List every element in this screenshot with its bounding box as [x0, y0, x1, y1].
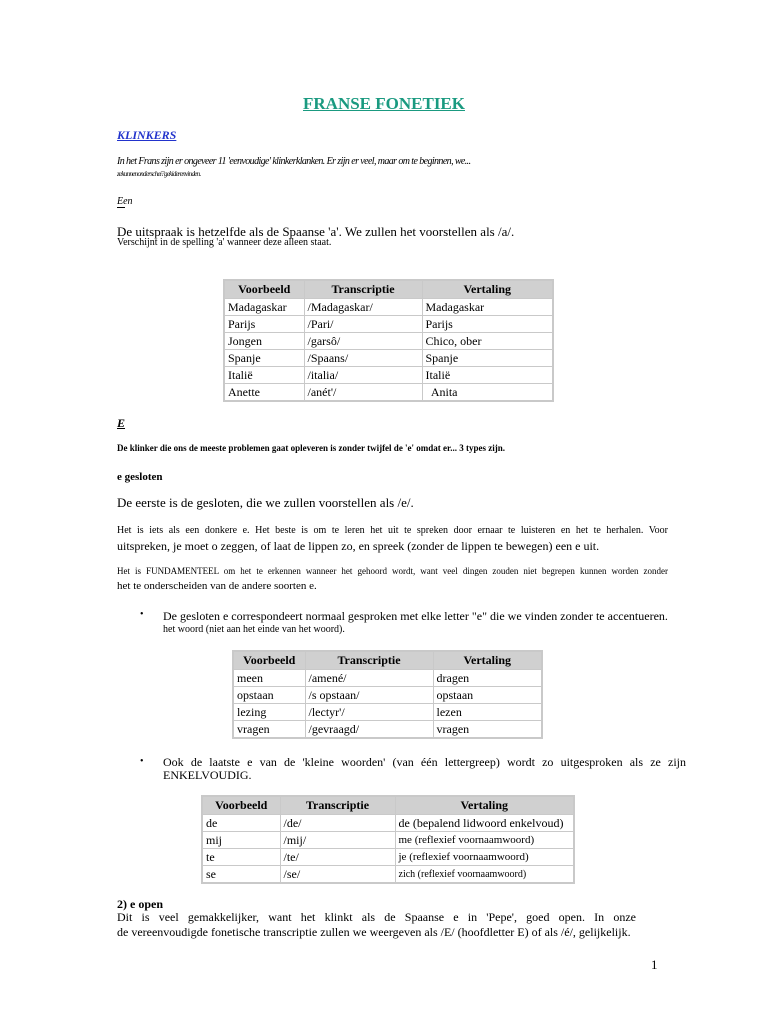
table-row: [224, 333, 553, 350]
table-cell: Spanje: [422, 350, 553, 367]
bullet-1-line-2: het woord (niet aan het einde van het woord).: [163, 624, 345, 635]
table-cell: /Madagaskar/: [304, 299, 422, 316]
table-cell: /amené/: [305, 670, 433, 687]
paragraph-open-line-2: de vereenvoudigde fonetische transcriptie zullen we weergeven als /E/ (hoofdletter E) of als /é/, gelijkelijk.: [117, 925, 631, 939]
table-cell: /gevraagd/: [305, 721, 433, 739]
table-cell: /se/: [280, 866, 395, 884]
table-cell: Spanje: [224, 350, 304, 367]
table-row: [233, 721, 542, 739]
table-cell: opstaan: [433, 687, 542, 704]
table-cell: /mij/: [280, 832, 395, 849]
table-cell: de (bepalend lidwoord enkelvoud): [395, 815, 574, 832]
table-cell: Anette: [224, 384, 304, 402]
table-cell: Madagaskar: [224, 299, 304, 316]
table-header-row: [233, 651, 542, 670]
table-header: Vertaling: [433, 651, 542, 670]
table-cell: vragen: [433, 721, 542, 739]
table-row: [202, 815, 574, 832]
section-heading-klinkers: KLINKERS: [117, 128, 177, 142]
table-cell: /Spaans/: [304, 350, 422, 367]
table-row: [202, 849, 574, 866]
bullet-2-line-1: Ook de laatste e van de 'kleine woorden' (van één lettergreep) wordt zo uitgesproken als ze zijn: [163, 755, 686, 769]
table-cell: de: [202, 815, 280, 832]
table-row: [224, 299, 553, 316]
table-gesloten-examples: [232, 650, 543, 739]
table-cell: te: [202, 849, 280, 866]
table-row: [224, 316, 553, 333]
subheading-e-open: 2) e open: [117, 897, 163, 911]
table-cell: /s opstaan/: [305, 687, 433, 704]
table-header: Vertaling: [422, 280, 553, 299]
paragraph-het-line-1: Het is iets als een donkere e. Het beste is om te leren het uit te spreken door ernaar te luisteren en het te herhalen. Voor: [117, 525, 668, 536]
table-cell: Anita: [422, 384, 553, 402]
table-cell: Madagaskar: [422, 299, 553, 316]
paragraph-a-line-1: De uitspraak is hetzelfde als de Spaanse 'a'. We zullen het voorstellen als /a/.: [117, 224, 515, 239]
table-cell: opstaan: [233, 687, 305, 704]
table-row: [202, 832, 574, 849]
table-cell: /de/: [280, 815, 395, 832]
table-row: [233, 670, 542, 687]
paragraph-eerste: De eerste is de gesloten, die we zullen voorstellen als /e/.: [117, 495, 414, 510]
table-cell: je (reflexief voornaamwoord): [395, 849, 574, 866]
table-row: [202, 866, 574, 884]
table-cell: Italië: [224, 367, 304, 384]
table-cell: mij: [202, 832, 280, 849]
bullet-1-line-1: De gesloten e correspondeert normaal gesproken met elke letter "e" die we vinden zonder te accentueren.: [163, 609, 668, 623]
table-a-examples: [223, 279, 554, 402]
table-cell: Parijs: [422, 316, 553, 333]
table-cell: /lectyr'/: [305, 704, 433, 721]
intro-line-2: zekunnenonderschei?gekiderenvinden.: [117, 170, 201, 178]
page-title: FRANSE FONETIEK: [303, 94, 465, 113]
page-number: 1: [651, 957, 658, 972]
table-cell: /italia/: [304, 367, 422, 384]
table-header: Voorbeeld: [202, 796, 280, 815]
table-cell: Italië: [422, 367, 553, 384]
table-cell: se: [202, 866, 280, 884]
table-header: Voorbeeld: [224, 280, 304, 299]
table-row: [224, 350, 553, 367]
table-cell: /te/: [280, 849, 395, 866]
table-cell: lezen: [433, 704, 542, 721]
table-cell: /Pari/: [304, 316, 422, 333]
table-header: Transcriptie: [305, 651, 433, 670]
table-cell: /anét'/: [304, 384, 422, 402]
table-small-words: [201, 795, 575, 884]
table-cell: vragen: [233, 721, 305, 739]
table-header: Transcriptie: [304, 280, 422, 299]
table-row: [233, 704, 542, 721]
table-cell: Chico, ober: [422, 333, 553, 350]
paragraph-a-line-2: Verschijnt in de spelling 'a' wanneer deze alleen staat.: [117, 237, 332, 248]
table-header: Vertaling: [395, 796, 574, 815]
paragraph-fund-line-2: het te onderscheiden van de andere soorten e.: [117, 580, 317, 592]
intro-line-1: In het Frans zijn er ongeveer 11 'eenvoudige' klinkerklanken. Er zijn er veel, maar om te beginnen, we...: [117, 156, 471, 167]
paragraph-fund-line-1: Het is FUNDAMENTEEL om het te erkennen wanneer het gehoord wordt, want veel dingen zouden niet begrepen kunnen worden zonder: [117, 566, 668, 576]
table-cell: dragen: [433, 670, 542, 687]
subheading-underline: [117, 207, 125, 208]
table-header: Voorbeeld: [233, 651, 305, 670]
paragraph-open-line-1: Dit is veel gemakkelijker, want het klinkt als de Spaanse e in 'Pepe', goed open. In onze: [117, 910, 636, 924]
e-intro-line: De klinker die ons de meeste problemen gaat opleveren is zonder twijfel de 'e' omdat er... 3 types zijn.: [117, 443, 505, 453]
subheading-e: E: [117, 416, 126, 430]
table-row: [233, 687, 542, 704]
table-header: Transcriptie: [280, 796, 395, 815]
table-cell: meen: [233, 670, 305, 687]
paragraph-het-line-2: uitspreken, je moet o zeggen, of laat de lippen zo, en spreek (zonder de lippen te bewegen) een e uit.: [117, 539, 600, 553]
table-cell: /garsô/: [304, 333, 422, 350]
bullet-icon: •: [140, 609, 144, 620]
table-cell: zich (reflexief voornaamwoord): [395, 866, 574, 884]
table-cell: me (reflexief voornaamwoord): [395, 832, 574, 849]
table-cell: Jongen: [224, 333, 304, 350]
table-cell: Parijs: [224, 316, 304, 333]
table-header-row: [224, 280, 553, 299]
bullet-2-line-2: ENKELVOUDIG.: [163, 768, 252, 782]
table-row: [224, 367, 553, 384]
table-cell: lezing: [233, 704, 305, 721]
table-header-row: [202, 796, 574, 815]
table-row: [224, 384, 553, 402]
subheading-e-gesloten: e gesloten: [117, 471, 163, 483]
subheading-een: Een: [117, 196, 133, 207]
bullet-icon: •: [140, 756, 144, 767]
